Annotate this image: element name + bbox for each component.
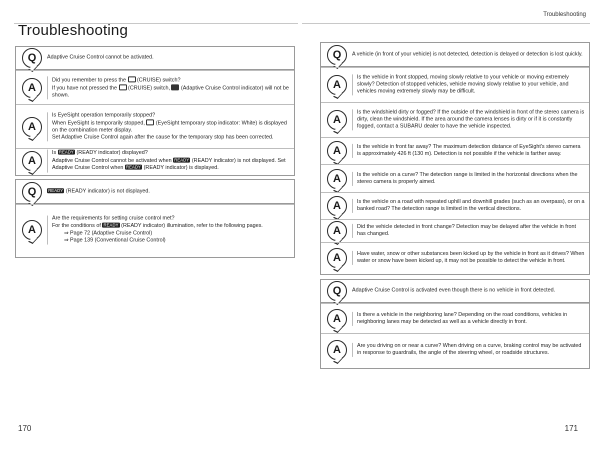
answer-row (321, 102, 589, 137)
question-row (16, 47, 294, 70)
answer-text (47, 150, 290, 173)
answer-icon: A (327, 169, 347, 189)
answer-text: Have water, snow or other substances been kicked up by the vehicle in front as it drives? When water or snow have been kicked up, it may not be possible to detect the vehicle in front. (352, 250, 585, 264)
page-reference-link[interactable]: ⇒ Page 72 (Adaptive Cruise Control) (64, 230, 153, 237)
qa-block (320, 279, 590, 369)
page-title: Troubleshooting (18, 22, 129, 39)
answer-line: (CRUISE) switch? (137, 76, 181, 83)
question-icon: Q (22, 48, 42, 68)
page-number: 171 (564, 424, 578, 433)
answer-row (16, 104, 294, 148)
answer-text: Is the vehicle in front stopped, moving slowly relative to your vehicle or moving extremely slowly? Detection of stopped vehicles, vehicle moving slowly relative to your vehicle, and vehicles moving extremely slowly may be difficult. (352, 74, 585, 95)
answer-line: Adaptive Cruise Control cannot be activated when (52, 157, 172, 164)
answer-line: Are the requirements for setting cruise control met? (52, 215, 175, 222)
answer-line: Is (52, 150, 57, 157)
answer-icon: A (327, 340, 347, 360)
answer-row (321, 303, 589, 333)
answer-row (16, 148, 294, 173)
answer-line: Set Adaptive Cruise Control again after the cause for the temporary stop has been corrected. (52, 134, 274, 141)
answer-icon: A (327, 110, 347, 130)
running-head: Troubleshooting (543, 12, 586, 18)
answer-icon: A (327, 248, 347, 268)
question-text (47, 188, 290, 196)
answer-line: (READY indicator) is not displayed. Set Adaptive Cruise Control when (52, 157, 286, 172)
answer-line: (READY indicator) illumination, refer to the following pages. (121, 223, 263, 230)
answer-line: (CRUISE) switch, (128, 84, 170, 91)
answer-row (321, 164, 589, 192)
header-rule (302, 23, 590, 24)
cruise-switch-icon (119, 84, 127, 90)
answer-icon: A (22, 151, 42, 171)
ready-indicator-icon: READY (103, 222, 119, 228)
answer-row (321, 192, 589, 219)
question-icon: Q (22, 182, 42, 202)
answer-icon: A (22, 78, 42, 98)
ready-indicator-icon: READY (126, 164, 141, 170)
qa-block (15, 179, 295, 258)
answer-row (16, 204, 294, 255)
answer-icon: A (22, 117, 42, 137)
question-text: Adaptive Cruise Control cannot be activated. (47, 54, 154, 61)
question-text: Adaptive Cruise Control is activated even though there is no vehicle in front detected. (352, 287, 556, 294)
answer-row (321, 67, 589, 102)
answer-line: If you have not pressed the (52, 84, 118, 91)
answer-icon: A (327, 141, 347, 161)
answer-line: (Adaptive Cruise Control indicator) will not be shown. (52, 84, 289, 99)
answer-icon: A (327, 75, 347, 95)
ready-indicator-icon: READY (174, 157, 190, 163)
page-number: 170 (18, 424, 32, 433)
answer-line: (READY indicator) is displayed. (143, 165, 219, 172)
question-text: A vehicle (in front of your vehicle) is not detected, detection is delayed or detection is lost quickly. (352, 50, 583, 57)
answer-icon: A (22, 220, 42, 240)
qa-block (15, 46, 295, 176)
answer-row (321, 333, 589, 366)
answer-line: Is EyeSight operation temporarily stopped? (52, 111, 156, 118)
answer-row (321, 219, 589, 242)
answer-text (47, 216, 290, 245)
answer-line: Did you remember to press the (52, 76, 127, 83)
answer-text (47, 76, 290, 99)
ready-indicator-icon: READY (58, 149, 74, 155)
question-row (16, 180, 294, 204)
qa-block (320, 42, 590, 275)
eyesight-stop-indicator-icon (146, 119, 154, 125)
answer-row (16, 70, 294, 104)
cruise-switch-icon (128, 76, 136, 82)
question-row (321, 280, 589, 303)
answer-text (47, 112, 290, 141)
answer-text: Is there a vehicle in the neighboring lane? Depending on the road conditions, vehicles in neighboring lanes may be detected as well as a vehicle directly in front. (352, 311, 585, 325)
answer-line: When EyeSight is temporarily stopped, (52, 119, 145, 126)
answer-line: (READY indicator) displayed? (76, 150, 148, 157)
answer-line: (EyeSight temporary stop indicator: White) is displayed on the combination meter display. (52, 119, 287, 133)
answer-icon: A (327, 309, 347, 329)
answer-icon: A (327, 221, 347, 241)
answer-line: For the conditions of (52, 223, 101, 230)
ready-indicator-icon: READY (48, 187, 64, 193)
answer-text: Is the vehicle on a curve? The detection range is limited in the horizontal directions when the stereo camera is properly aimed. (352, 171, 585, 185)
answer-text: Did the vehicle detected in front change? Detection may be delayed after the vehicle in front has changed. (352, 224, 585, 238)
answer-row (321, 242, 589, 272)
adaptive-cruise-indicator-icon (171, 84, 179, 90)
answer-text: Is the vehicle on a road with repeated uphill and downhill grades (such as an overpass), or on a banked road? The detection range is limited in the vertical directions. (352, 199, 585, 213)
answer-text: Is the windshield dirty or fogged? If the outside of the windshield in front of the stereo camera is dirty, clean the windshield. If the area around the camera lenses is dirty or if it is constantly fogged, contact a SUBARU dealer to have the vehicle inspected. (352, 109, 585, 130)
question-line: (READY indicator) is not displayed. (65, 188, 150, 195)
answer-row (321, 137, 589, 164)
answer-text: Are you driving on or near a curve? When driving on a curve, braking control may be activated in response to guardrails, the angle of the steering wheel, or roadside structures. (352, 343, 585, 357)
question-row (321, 43, 589, 67)
answer-text: Is the vehicle in front far away? The maximum detection distance of EyeSight's stereo camera is approximately 426 ft (130 m). Detection is not possible if the vehicle is farther away. (352, 144, 585, 158)
question-icon: Q (327, 45, 347, 65)
page-reference-link[interactable]: ⇒ Page 139 (Conventional Cruise Control) (64, 237, 166, 244)
question-icon: Q (327, 281, 347, 301)
right-page (300, 0, 600, 450)
answer-icon: A (327, 196, 347, 216)
